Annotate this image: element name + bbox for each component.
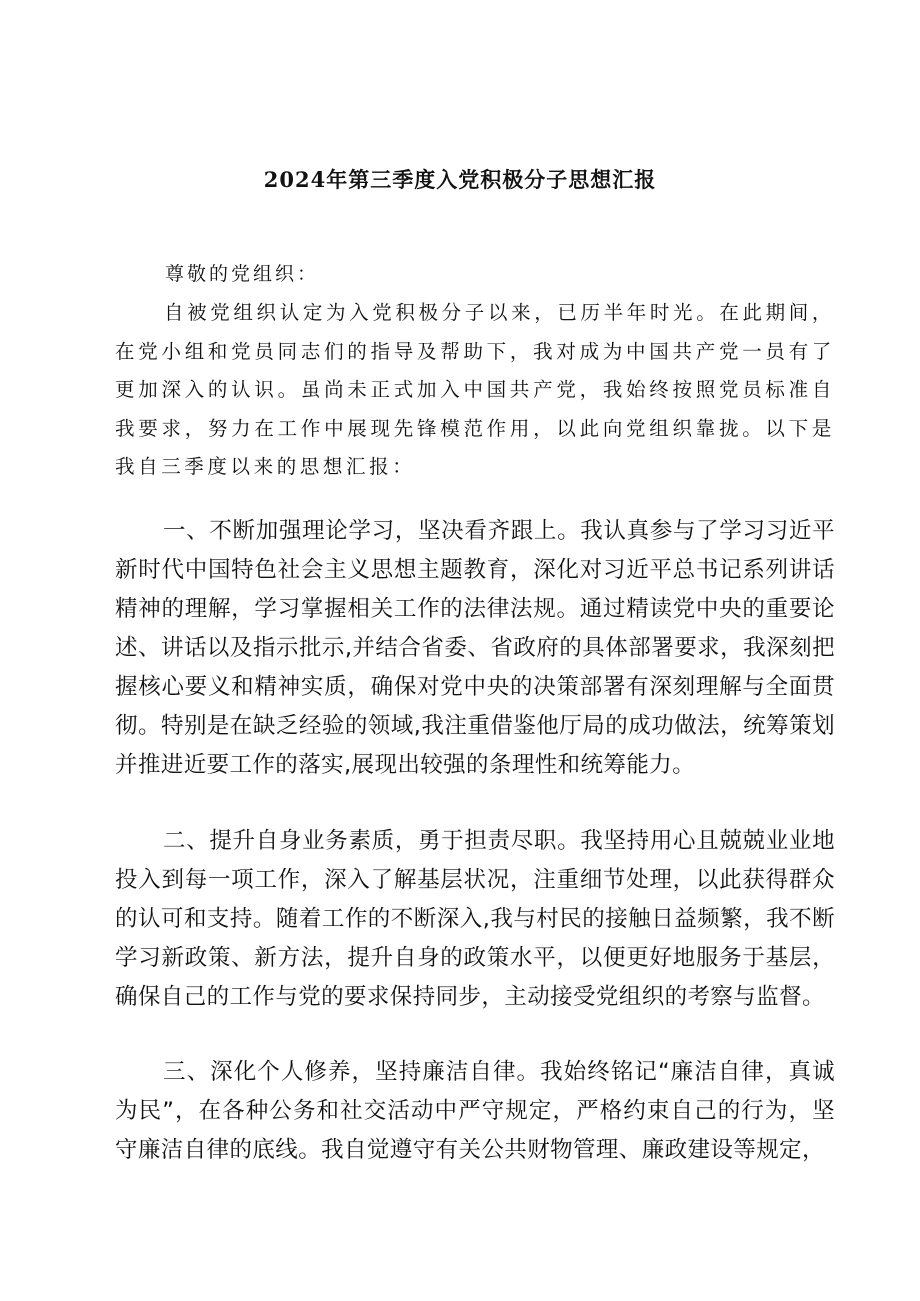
intro-paragraph: 自被党组织认定为入党积极分子以来，已历半年时光。在此期间，在党小组和党员同志们的指导及帮助下，我对成为中国共产党一员有了更加深入的认识。虽尚未正式加入中国共产党，我始终按照党员标准自我要求，努力在工作中展现先锋模范作用，以此向党组织靠拢。以下是我自三季度以来的思想汇报：: [115, 301, 835, 478]
paragraph-professional-quality: 二、提升自身业务素质，勇于担责尽职。我坚持用心且兢兢业业地投入到每一项工作，深入了解基层状况，注重细节处理，以此获得群众的认可和支持。随着工作的不断深入,我与村民的接触日益频繁，我不断学习新政策、新方法，提升自身的政策水平，以便更好地服务于基层，确保自己的工作与党的要求保持同步，主动接受党组织的考察与监督。: [115, 828, 835, 1010]
paragraph-integrity: 三、深化个人修养，坚持廉洁自律。我始终铭记“廉洁自律，真诚为民”，在各种公务和社交活动中严守规定，严格约束自己的行为，坚守廉洁自律的底线。我自觉遵守有关公共财物管理、廉政建设等规定，: [115, 1059, 835, 1163]
document-title: 2024年第三季度入党积极分子思想汇报: [263, 167, 657, 192]
paragraph-theory-study: 一、不断加强理论学习，坚决看齐跟上。我认真参与了学习习近平新时代中国特色社会主义思想主题教育，深化对习近平总书记系列讲话精神的理解，学习掌握相关工作的法律法规。通过精读党中央的重要论述、讲话以及指示批示,并结合省委、省政府的具体部署要求，我深刻把握核心要义和精神实质，确保对党中央的决策部署有深刻理解与全面贯彻。特别是在缺乏经验的领域,我注重借鉴他厅局的成功做法，统筹策划并推进近要工作的落实,展现出较强的条理性和统筹能力。: [115, 518, 835, 778]
salutation: 尊敬的党组织：: [165, 263, 320, 285]
